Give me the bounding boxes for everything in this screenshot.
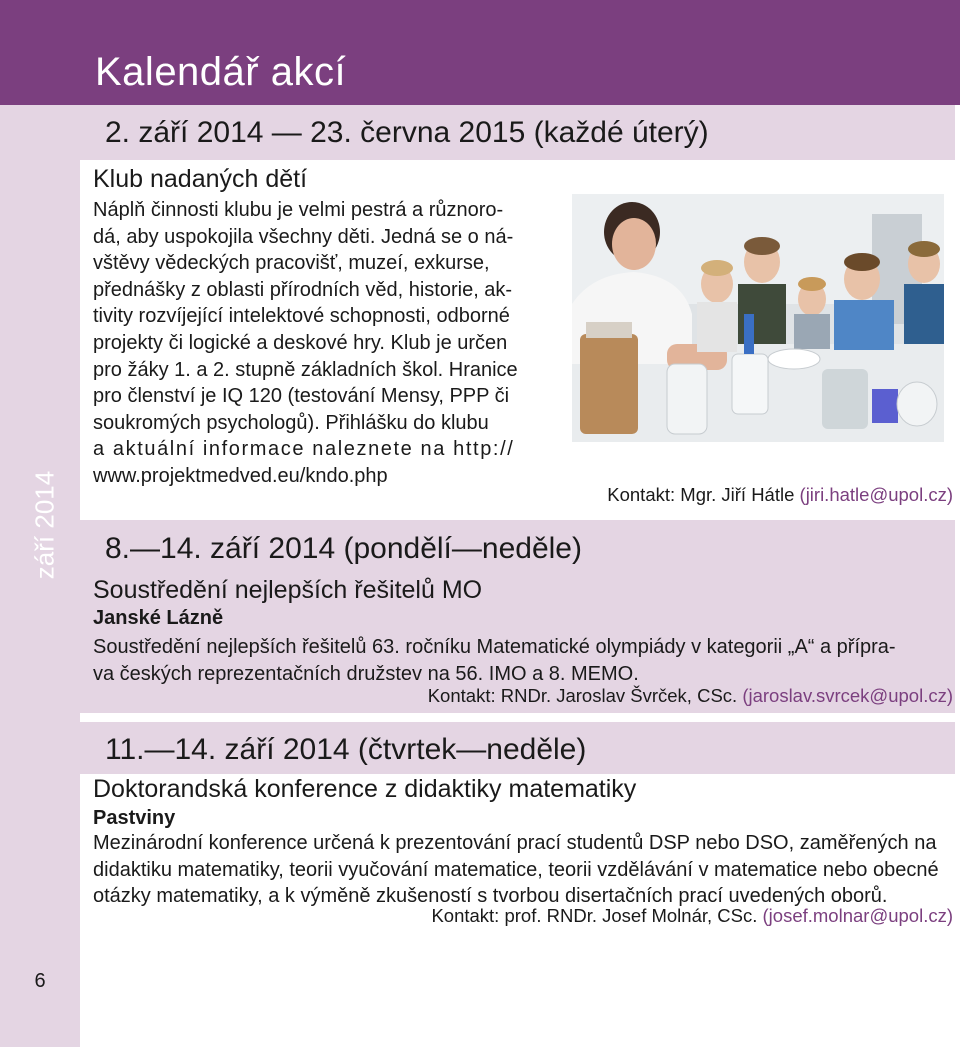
event-description bbox=[93, 830, 939, 910]
event-date: 8.—14. září 2014 (pondělí—neděle) bbox=[105, 532, 582, 565]
children-lab-photo bbox=[572, 194, 944, 442]
page-header bbox=[0, 0, 960, 105]
event-title: Klub nadaných dětí bbox=[93, 165, 308, 193]
description-line: Náplň činnosti klubu je velmi pestrá a různoro- bbox=[93, 199, 504, 221]
month-label: září 2014 bbox=[29, 470, 60, 580]
event-contact bbox=[607, 484, 953, 506]
description-line: va českých reprezentačních družstev na 56. IMO a 8. MEMO. bbox=[93, 662, 639, 685]
contact-person: Kontakt: RNDr. Jaroslav Švrček, CSc. bbox=[427, 685, 738, 706]
description-line: soukromých psychologů). Přihlášku do klubu bbox=[93, 411, 489, 434]
description-line: Soustředění nejlepších řešitelů 63. ročníku Matematické olympiády v kategorii „A“ a přípra- bbox=[93, 636, 896, 658]
contact-email[interactable]: (jaroslav.svrcek@upol.cz) bbox=[742, 685, 953, 706]
event-description bbox=[93, 634, 896, 687]
contact-email[interactable]: (josef.molnar@upol.cz) bbox=[762, 905, 953, 926]
event-contact bbox=[428, 685, 953, 707]
description-line: www.projektmedved.eu/kndo.php bbox=[93, 464, 388, 487]
description-line: otázky matematiky, a k výměně zkušeností s tvorbou disertačních prací uvedených oborů. bbox=[93, 885, 888, 908]
event-title: Doktorandská konference z didaktiky matematiky bbox=[93, 775, 637, 803]
description-line: vštěvy vědeckých pracovišť, muzeí, exkurse, bbox=[93, 252, 490, 275]
contact-email[interactable]: (jiri.hatle@upol.cz) bbox=[799, 484, 953, 505]
description-line: přednášky z oblasti přírodních věd, historie, ak- bbox=[93, 278, 513, 301]
page-title: Kalendář akcí bbox=[95, 50, 347, 94]
event-description bbox=[93, 197, 518, 490]
description-line: a aktuální informace naleznete na http:// bbox=[93, 438, 515, 461]
description-line: Mezinárodní konference určená k prezentování prací studentů DSP nebo DSO, zaměřených na bbox=[93, 832, 937, 854]
description-line: pro členství je IQ 120 (testování Mensy, PPP či bbox=[93, 385, 510, 408]
event-title: Soustředění nejlepších řešitelů MO bbox=[93, 576, 483, 604]
contact-person: Kontakt: Mgr. Jiří Hátle bbox=[607, 484, 795, 505]
page-number: 6 bbox=[34, 970, 46, 992]
description-line: dá, aby uspokojila všechny děti. Jedná se o ná- bbox=[93, 225, 514, 248]
description-line: projekty či logické a deskové hry. Klub je určen bbox=[93, 331, 508, 354]
event-location: Janské Lázně bbox=[93, 607, 224, 629]
event-contact bbox=[431, 905, 953, 927]
description-line: pro žáky 1. a 2. stupně základních škol. Hranice bbox=[93, 358, 518, 381]
event-location: Pastviny bbox=[93, 807, 176, 829]
description-line: didaktiku matematiky, teorii vyučování matematice, teorii vzdělávání v matematice nebo obecné bbox=[93, 858, 939, 881]
contact-person: Kontakt: prof. RNDr. Josef Molnár, CSc. bbox=[431, 905, 758, 926]
event-date: 11.—14. září 2014 (čtvrtek—neděle) bbox=[105, 733, 587, 766]
description-line: tivity rozvíjející intelektové schopnosti, odborné bbox=[93, 305, 510, 328]
event-date: 2. září 2014 — 23. června 2015 (každé úterý) bbox=[105, 116, 709, 149]
